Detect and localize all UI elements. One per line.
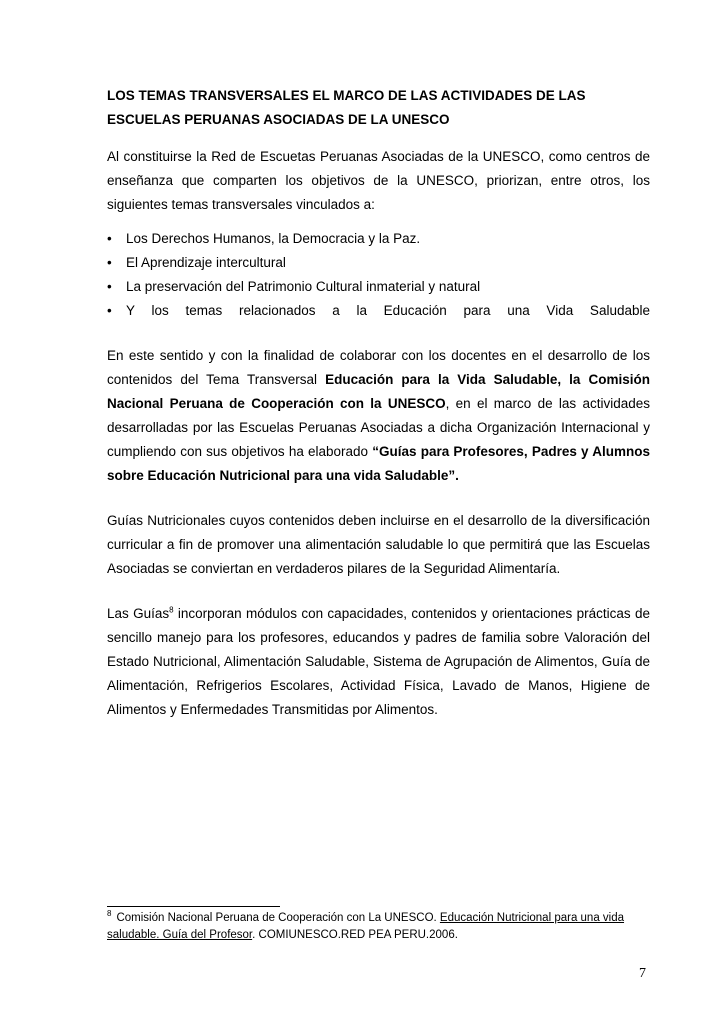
bold-text: Educación para la Vida Saludable, la Comisión Nacional Peruana de Cooperación con la UNESCO: [107, 372, 650, 411]
intro-paragraph: Al constituirse la Red de Escuetas Peruanas Asociadas de la UNESCO, como centros de enseñanza que comparten los objetivos de la UNESCO, priorizan, entre otros, los siguientes temas transversales vinculados a:: [107, 149, 650, 212]
footnote-separator: [107, 906, 280, 907]
page-content: [107, 84, 650, 722]
list-item: • Los Derechos Humanos, la Democracia y la Paz.: [107, 227, 650, 251]
footnote-reference[interactable]: 8: [169, 605, 174, 615]
list-item: • La preservación del Patrimonio Cultural inmaterial y natural: [107, 275, 650, 299]
bullet-icon: •: [107, 255, 112, 270]
list-item: • El Aprendizaje intercultural: [107, 251, 650, 275]
footnote-number: 8: [107, 909, 112, 919]
bullet-icon: •: [107, 231, 112, 246]
footnote: $^8$ Comisión Nacional Peruana de Cooperación con La UNESCO. Educación Nutricional para una vida saludable. Guía del Profesor. COMIUNESCO.RED PEA PERU.2006.: [107, 909, 625, 941]
bullet-icon: •: [107, 279, 112, 294]
topics-list: [107, 227, 650, 323]
page-number: 7: [639, 966, 646, 981]
paragraph-guides-intro: En este sentido y con la finalidad de colaborar con los docentes en el desarrollo de los contenidos del Tema Transversal Educación para la Vida Saludable, la Comisión Nacional Peruana de Cooperación con la UNESCO, en el marco de las actividades desarrolladas por las Escuelas Peruanas Asociadas a dicha Organización Internacional y cumpliendo con sus objetivos ha elaborado “Guías para Profesores, Padres y Alumnos sobre Educación Nutricional para una vida Saludable”.: [107, 348, 650, 483]
list-item: • Y los temas relacionados a la Educación para una Vida Saludable: [107, 299, 650, 323]
paragraph-nutritional-guides: Guías Nutricionales cuyos contenidos deben incluirse en el desarrollo de la diversificación curricular a fin de promover una alimentación saludable lo que permitirá que las Escuelas Asociadas se conviertan en verdaderos pilares de la Seguridad Alimentaría.: [107, 513, 650, 576]
bold-guide-title: “Guías para Profesores, Padres y Alumnos sobre Educación Nutricional para una vida Saludable”.: [107, 444, 650, 483]
bullet-icon: •: [107, 303, 112, 318]
paragraph-guides-content: Las Guías$^8$ incorporan módulos con capacidades, contenidos y orientaciones prácticas de sencillo manejo para los profesores, educandos y padres de familia sobre Valoración del Estado Nutricional, Alimentación Saludable, Sistema de Agrupación de Alimentos, Guía de Alimentación, Refrigerios Escolares, Actividad Física, Lavado de Manos, Higiene de Alimentos y Enfermedades Transmitidas por Alimentos.: [107, 605, 650, 717]
footnote-title: Educación Nutricional para una vida saludable. Guía del Profesor: [107, 912, 625, 941]
section-heading: LOS TEMAS TRANSVERSALES EL MARCO DE LAS ACTIVIDADES DE LAS ESCUELAS PERUANAS ASOCIADAS DE LA UNESCO: [107, 88, 586, 127]
